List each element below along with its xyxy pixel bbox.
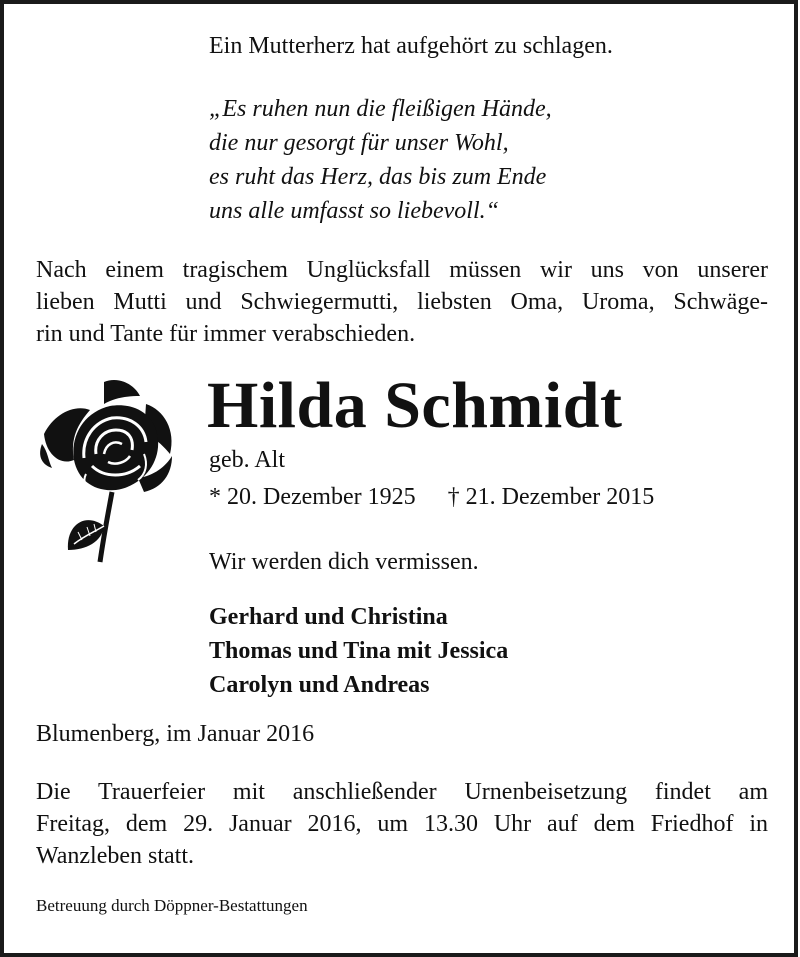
ceremony-line: Die Trauerfeier mit anschließender Urnenbeisetzung findet am bbox=[36, 779, 768, 805]
death-date: † 21. Dezember 2015 bbox=[447, 484, 655, 510]
poem-line: „Es ruhen nun die fleißigen Hände, bbox=[209, 96, 552, 122]
place-date: Blumenberg, im Januar 2016 bbox=[36, 721, 315, 747]
poem-line: die nur gesorgt für unser Wohl, bbox=[209, 130, 509, 156]
farewell-line: Wir werden dich vermissen. bbox=[209, 549, 479, 575]
announcement-line: Nach einem tragischem Unglücksfall müssen wir uns von unserer bbox=[36, 257, 768, 283]
mourner-line: Carolyn und Andreas bbox=[209, 672, 430, 698]
ceremony-line: Wanzleben statt. bbox=[36, 843, 195, 869]
life-dates bbox=[209, 481, 654, 513]
funeral-home-credit: Betreuung durch Döppner-Bestattungen bbox=[36, 896, 308, 915]
poem-line: es ruht das Herz, das bis zum Ende bbox=[209, 164, 547, 190]
ceremony-paragraph bbox=[36, 776, 768, 872]
rose-icon bbox=[34, 374, 184, 574]
poem-line: uns alle umfasst so liebevoll.“ bbox=[209, 198, 499, 224]
intro-line: Ein Mutterherz hat aufgehört zu schlagen. bbox=[209, 33, 613, 59]
announcement-paragraph bbox=[36, 254, 768, 350]
deceased-name: Hilda Schmidt bbox=[207, 369, 623, 442]
announcement-line: rin und Tante für immer verabschieden. bbox=[36, 321, 416, 347]
mourner-line: Gerhard und Christina bbox=[209, 604, 448, 630]
announcement-line: lieben Mutti und Schwiegermutti, liebsten Oma, Uroma, Schwäge- bbox=[36, 289, 768, 315]
birth-date: * 20. Dezember 1925 bbox=[209, 484, 416, 510]
mourner-line: Thomas und Tina mit Jessica bbox=[209, 638, 509, 664]
mourners-list bbox=[209, 600, 508, 702]
ceremony-line: Freitag, dem 29. Januar 2016, um 13.30 Uhr auf dem Friedhof in bbox=[36, 811, 768, 837]
maiden-name: geb. Alt bbox=[209, 447, 285, 473]
poem bbox=[209, 92, 552, 228]
